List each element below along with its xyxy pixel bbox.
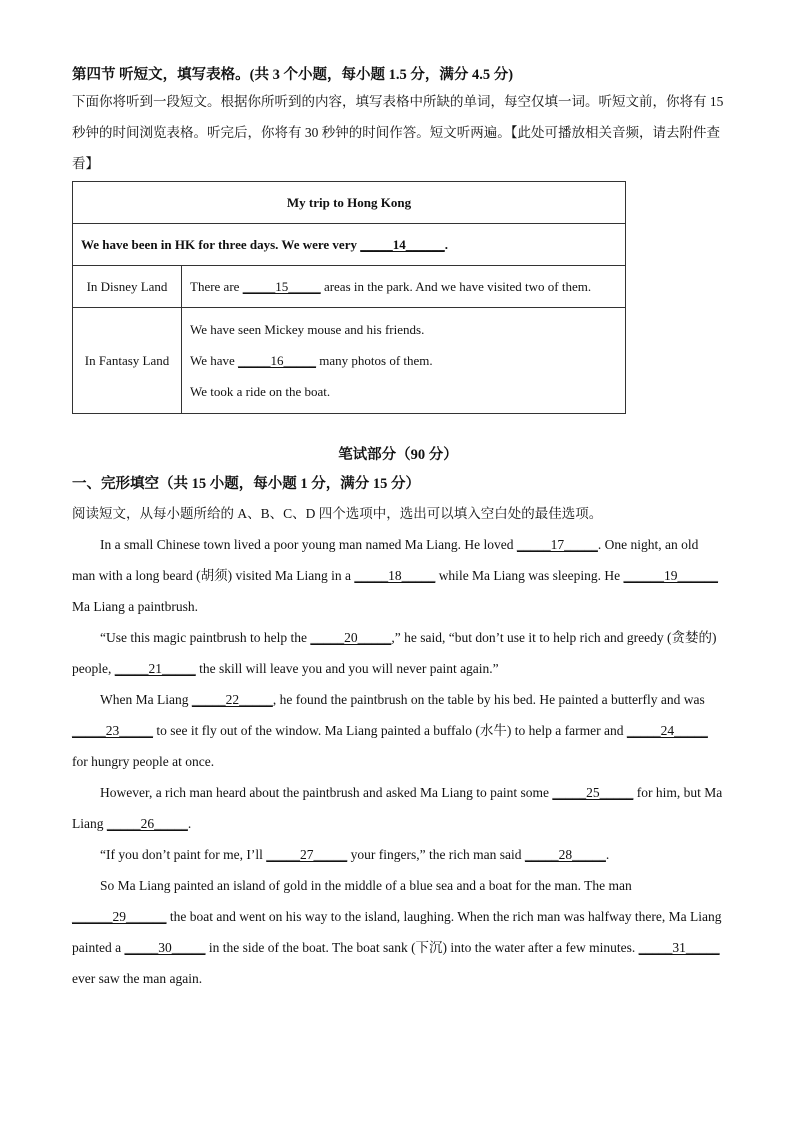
p6-text-2: the boat and went on his way to the island, laughing. When the rich man was halfway there, Ma Liang painted a (72, 909, 722, 955)
passage-paragraph-1 (72, 529, 724, 622)
blank-25[interactable]: _____25_____ (552, 785, 634, 800)
table-row-disney (182, 266, 626, 308)
passage-paragraph-4 (72, 777, 724, 839)
p2-text-2: ,” he said, “but don’t use it to help rich and greedy (贪婪的) people, (72, 630, 717, 676)
passage-paragraph-2 (72, 622, 724, 684)
blank-27[interactable]: _____27_____ (266, 847, 348, 862)
blank-31[interactable]: _____31_____ (638, 940, 720, 955)
p6-text-1: So Ma Liang painted an island of gold in the middle of a blue sea and a boat for the man. The man (100, 878, 632, 893)
table-title: My trip to Hong Kong (73, 182, 626, 224)
p3-text-1: When Ma Liang (100, 692, 192, 707)
p6-text-3: in the side of the boat. The boat sank (下沉) into the water after a few minutes. (205, 940, 639, 955)
cloze-title: 一、完形填空（共 15 小题，每小题 1 分，满分 15 分） (72, 476, 420, 492)
row-label-disney: In Disney Land (73, 266, 182, 308)
fantasy-line-2-before: We have (190, 353, 239, 368)
blank-22[interactable]: _____22_____ (191, 692, 273, 707)
blank-28[interactable]: _____28_____ (524, 847, 606, 862)
blank-29[interactable]: ______29______ (72, 909, 167, 924)
blank-17[interactable]: _____17_____ (516, 537, 598, 552)
p3-text-4: for hungry people at once. (72, 754, 215, 769)
blank-23[interactable]: _____23_____ (72, 723, 153, 738)
blank-21[interactable]: _____21_____ (114, 661, 196, 676)
blank-24[interactable]: _____24_____ (626, 723, 708, 738)
blank-18[interactable]: _____18_____ (354, 568, 436, 583)
table-row-stay (73, 224, 626, 266)
row2-text-after: areas in the park. And we have visited two of them. (320, 278, 592, 294)
p6-text-4: ever saw the man again. (72, 971, 203, 986)
trip-table (72, 181, 626, 414)
table-row-fantasy (182, 308, 626, 414)
fantasy-line-2-after: many photos of them. (316, 353, 433, 368)
passage-paragraph-5 (72, 839, 724, 870)
fantasy-line-2 (190, 345, 617, 376)
section4-instructions: 下面你将听到一段短文。根据你所听到的内容，填写表格中所缺的单词，每空仅填一词。听短文前，你将有 15 秒钟的时间浏览表格。听完后，你将有 30 秒钟的时间作答。短文听两遍。【此处可播放相关音频，请去附件查看】 (72, 94, 724, 171)
p5-text-2: your fingers,” the rich man said (347, 847, 525, 862)
p3-text-3: to see it fly out of the window. Ma Liang painted a buffalo (水牛) to help a farmer and (153, 723, 627, 738)
p2-text-3: the skill will leave you and you will never paint again.” (195, 661, 499, 676)
fantasy-line-1: We have seen Mickey mouse and his friends. (190, 322, 425, 337)
blank-20[interactable]: _____20_____ (310, 630, 392, 645)
passage-paragraph-3 (72, 684, 724, 777)
p1-text-1: In a small Chinese town lived a poor young man named Ma Liang. He loved (100, 537, 517, 552)
p1-text-2: . One night, an old man with a long beard (胡须) visited Ma Liang in a (72, 537, 699, 583)
p3-text-2: , he found the paintbrush on the table by his bed. He painted a butterfly and was (272, 692, 705, 707)
p4-text-3: . (187, 816, 192, 831)
blank-14[interactable]: _____14______ (360, 236, 445, 252)
written-section-title: 笔试部分（90 分） (338, 447, 458, 463)
row2-text-before: There are (190, 278, 243, 294)
passage-paragraph-6 (72, 870, 724, 994)
p5-text-1: “If you don’t paint for me, I’ll (100, 847, 267, 862)
p1-text-3: while Ma Liang was sleeping. He (435, 568, 624, 583)
p5-text-3: . (605, 847, 610, 862)
blank-15[interactable]: _____15_____ (242, 278, 321, 294)
fantasy-line-3: We took a ride on the boat. (190, 384, 331, 399)
blank-30[interactable]: _____30_____ (124, 940, 206, 955)
p2-text-1: “Use this magic paintbrush to help the (100, 630, 311, 645)
blank-26[interactable]: _____26_____ (106, 816, 188, 831)
row1-text-after: . (444, 236, 448, 252)
blank-16[interactable]: _____16_____ (238, 353, 317, 368)
exam-page (72, 64, 724, 994)
cloze-instructions: 阅读短文，从每小题所给的 A、B、C、D 四个选项中，选出可以填入空白处的最佳选项。 (72, 506, 603, 521)
p4-text-1: However, a rich man heard about the paintbrush and asked Ma Liang to paint some (100, 785, 553, 800)
section4-title: 第四节 听短文，填写表格。(共 3 个小题，每小题 1.5 分，满分 4.5 分) (72, 67, 514, 83)
blank-19[interactable]: ______19______ (623, 568, 719, 583)
row1-text-before: We have been in HK for three days. We were very (81, 236, 361, 252)
p1-text-4: Ma Liang a paintbrush. (72, 599, 198, 614)
row-label-fantasy: In Fantasy Land (73, 308, 182, 414)
p4-text-2: for him, but Ma Liang (72, 785, 723, 831)
